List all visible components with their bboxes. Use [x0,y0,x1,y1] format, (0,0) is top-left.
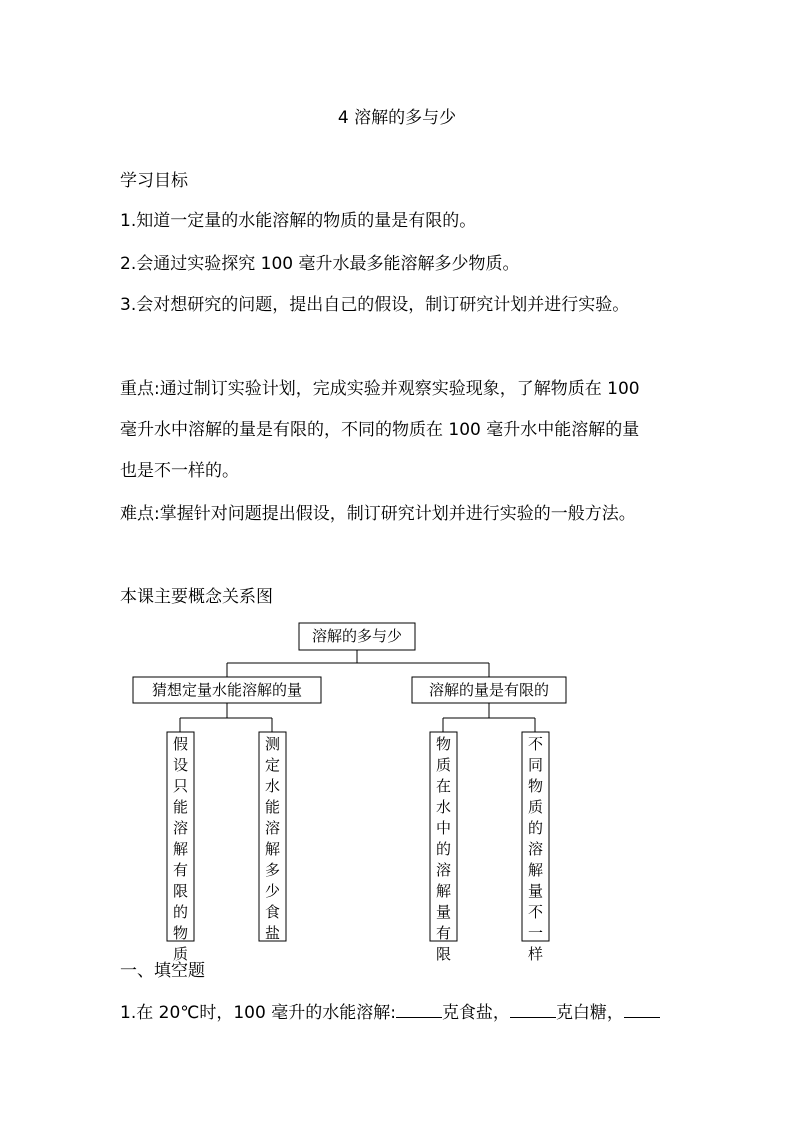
leaf-char: 能 [172,798,189,816]
leaf-node-2-1 [430,732,457,963]
root-label: 溶解的多与少 [311,627,403,645]
leaf-char: 设 [172,756,189,774]
objective-item-2: 2.会通过实验探究 100 毫升水最多能溶解多少物质。 [120,254,520,274]
leaf-char: 能 [264,798,281,816]
leaf-char: 中 [435,819,452,837]
leaf-char: 质 [527,798,544,816]
exercise-heading: 一、填空题 [120,961,205,981]
leaf-char: 少 [264,882,281,900]
leaf-char: 水 [435,798,452,816]
leaf-char: 溶 [264,819,281,837]
leaf-char: 同 [527,756,544,774]
leaf-char: 物 [172,924,189,942]
question-1-prefix: 1.在 20℃时，100 毫升的水能溶解: [120,1003,396,1023]
leaf-char: 的 [172,903,189,921]
key-point-line-1: 重点:通过制订实验计划，完成实验并观察实验现象，了解物质在 100 [120,379,640,399]
leaf-char: 水 [264,777,281,795]
leaf-char: 不 [527,903,544,921]
leaf-char: 溶 [527,840,544,858]
leaf-label-2-1 [436,735,451,963]
leaf-char: 样 [527,945,544,963]
leaf-char: 食 [264,903,281,921]
leaf-char: 物 [435,735,452,753]
leaf-char: 解 [435,882,452,900]
leaf-char: 限 [172,882,189,900]
leaf-char: 在 [435,777,452,795]
answer-blank-sugar[interactable] [510,1000,556,1018]
root-node [299,623,415,650]
leaf-char: 物 [527,777,544,795]
leaf-node-1-2 [259,732,286,942]
leaf-char: 量 [435,903,452,921]
leaf-node-1-1 [167,732,194,963]
leaf-char: 假 [172,735,189,753]
answer-blank-salt[interactable] [396,1000,442,1018]
difficult-point: 难点:掌握针对问题提出假设，制订研究计划并进行实验的一般方法。 [120,504,636,524]
leaf-char: 有 [435,924,452,942]
objective-item-1: 1.知道一定量的水能溶解的物质的量是有限的。 [120,211,477,231]
question-1-part1: 克食盐， [441,1003,510,1023]
leaf-char: 解 [527,861,544,879]
answer-blank-third[interactable] [624,1000,660,1018]
leaf-char: 质 [172,945,189,963]
leaf-char: 的 [435,840,452,858]
leaf-char: 一 [527,924,544,942]
leaf-char: 定 [264,756,281,774]
leaf-char: 有 [172,861,189,879]
concept-map-heading: 本课主要概念关系图 [120,587,273,607]
key-point-line-2: 毫升水中溶解的量是有限的，不同的物质在 100 毫升水中能溶解的量 [120,420,640,440]
branch-label-2: 溶解的量是有限的 [428,681,550,699]
leaf-char: 只 [172,777,189,795]
key-point-line-3: 也是不一样的。 [120,461,239,481]
branch-node-1 [133,677,321,703]
branch-node-2 [412,677,566,703]
leaf-char: 测 [264,735,281,753]
objective-item-3: 3.会对想研究的问题，提出自己的假设，制订研究计划并进行实验。 [120,295,630,315]
leaf-label-2-2 [528,735,543,963]
leaf-char: 溶 [172,819,189,837]
exercise-question-1 [120,1000,660,1024]
branch-label-1: 猜想定量水能溶解的量 [151,681,303,699]
leaf-char: 溶 [435,861,452,879]
objectives-heading: 学习目标 [120,171,188,191]
question-1-part2: 克白糖， [555,1003,624,1023]
leaf-char: 质 [435,756,452,774]
leaf-char: 解 [264,840,281,858]
leaf-char: 量 [527,882,544,900]
leaf-char: 多 [264,861,281,879]
leaf-char: 限 [435,945,452,963]
page-title: 4 溶解的多与少 [337,108,457,128]
leaf-char: 盐 [264,924,281,942]
leaf-char: 的 [527,819,544,837]
leaf-label-1-1 [173,735,188,963]
leaf-char: 不 [527,735,544,753]
leaf-node-2-2 [522,732,549,963]
leaf-char: 解 [172,840,189,858]
